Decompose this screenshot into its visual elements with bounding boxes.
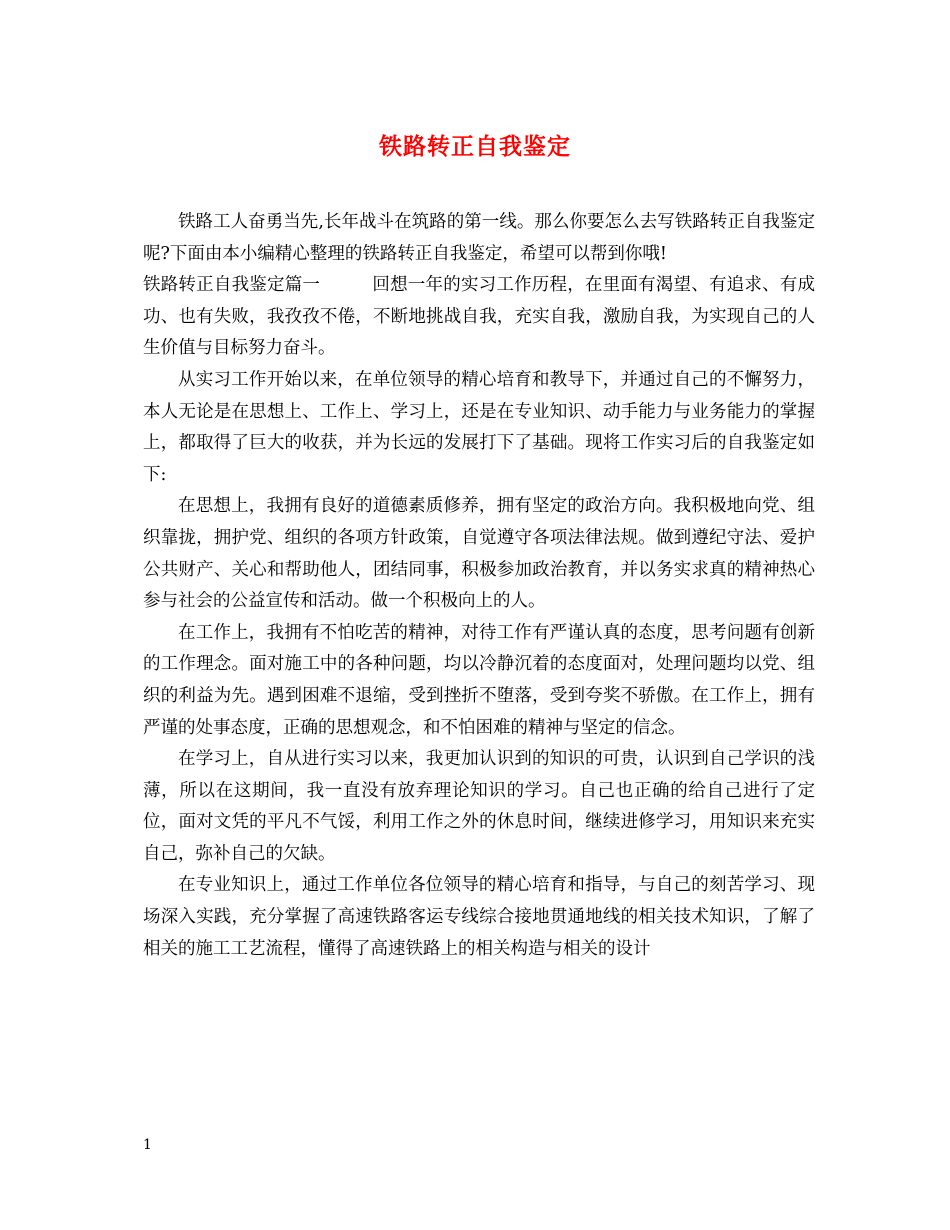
intro-paragraph: 铁路工人奋勇当先,长年战斗在筑路的第一线。那么你要怎么去写铁路转正自我鉴定呢?下面由本小编精心整理的铁路转正自我鉴定，希望可以帮到你哦! bbox=[143, 212, 815, 264]
section-heading: 铁路转正自我鉴定篇一 bbox=[143, 275, 321, 296]
page-number: 1 bbox=[143, 1137, 152, 1153]
document-body bbox=[143, 207, 815, 965]
section-lead-text: 回想一年的实习工作历程，在里面有渴望、有追求、有成功、也有失败，我孜孜不倦，不断地挑战自我，充实自我，激励自我，为实现自己的人生价值与目标努力奋斗。 bbox=[143, 275, 816, 359]
body-paragraph: 在专业知识上，通过工作单位各位领导的精心培育和指导，与自己的刻苦学习、现场深入实践，充分掌握了高速铁路客运专线综合接地贯通地线的相关技术知识，了解了相关的施工工艺流程，懂得了高速铁路上的相关构造与相关的设计 bbox=[143, 875, 815, 959]
body-paragraph: 在思想上，我拥有良好的道德素质修养，拥有坚定的政治方向。我积极地向党、组织靠拢，拥护党、组织的各项方针政策，自觉遵守各项法律法规。做到遵纪守法、爱护公共财产、关心和帮助他人，团结同事，积极参加政治教育，并以务实求真的精神热心参与社会的公益宣传和活动。做一个积极向上的人。 bbox=[143, 496, 815, 612]
body-paragraph: 在学习上，自从进行实习以来，我更加认识到的知识的可贵，认识到自己学识的浅薄，所以在这期间，我一直没有放弃理论知识的学习。自己也正确的给自己进行了定位，面对文凭的平凡不气馁，利用工作之外的休息时间，继续进修学习，用知识来充实自己，弥补自己的欠缺。 bbox=[143, 749, 815, 864]
body-paragraph: 从实习工作开始以来，在单位领导的精心培育和教导下，并通过自己的不懈努力，本人无论是在思想上、工作上、学习上，还是在专业知识、动手能力与业务能力的掌握上，都取得了巨大的收获，并为长远的发展打下了基础。现将工作实习后的自我鉴定如下: bbox=[143, 369, 815, 485]
document-title: 铁路转正自我鉴定 bbox=[379, 133, 571, 160]
body-paragraph: 在工作上，我拥有不怕吃苦的精神，对待工作有严谨认真的态度，思考问题有创新的工作理念。面对施工中的各种问题，均以冷静沉着的态度面对，处理问题均以党、组织的利益为先。遇到困难不退缩，受到挫折不堕落，受到夸奖不骄傲。在工作上，拥有严谨的处事态度，正确的思想观念，和不怕困难的精神与坚定的信念。 bbox=[143, 622, 815, 738]
section-first-paragraph bbox=[143, 270, 815, 365]
